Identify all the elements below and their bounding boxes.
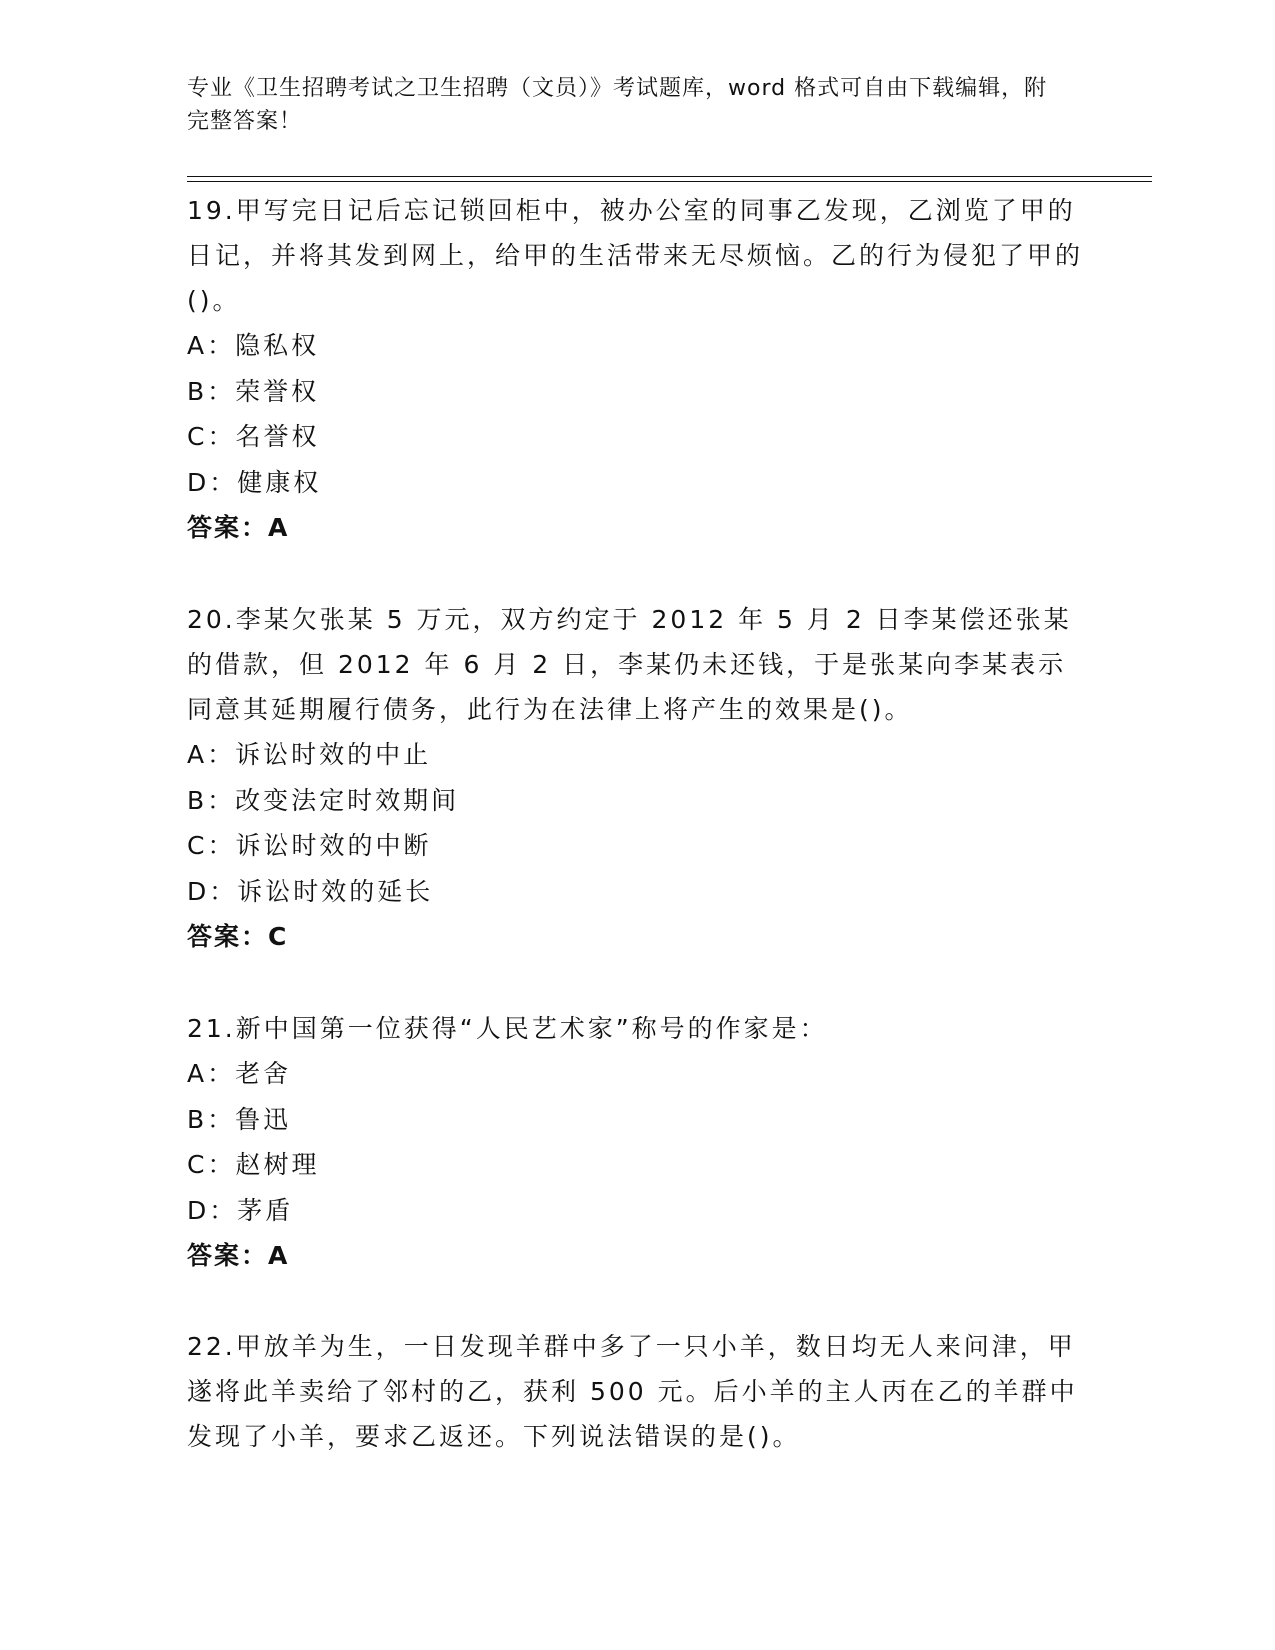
option-b: B：鲁迅 <box>187 1104 292 1134</box>
option-d: D：茅盾 <box>187 1195 294 1225</box>
document-header: 专业《卫生招聘考试之卫生招聘（文员）》考试题库，word 格式可自由下载编辑，附完整答案！ <box>187 76 1048 134</box>
option-d: D：健康权 <box>187 467 322 497</box>
question-20 <box>187 597 1087 959</box>
question-stem: 21.新中国第一位获得“人民艺术家”称号的作家是： <box>187 1014 828 1043</box>
header-divider-top <box>187 176 1152 177</box>
answer: 答案：A <box>187 1241 290 1270</box>
option-a: A：老舍 <box>187 1059 292 1088</box>
question-stem: 19.甲写完日记后忘记锁回柜中，被办公室的同事乙发现，乙浏览了甲的日记，并将其发到网上，给甲的生活带来无尽烦恼。乙的行为侵犯了甲的()。 <box>187 196 1084 315</box>
header-divider-bottom <box>187 181 1152 182</box>
question-19 <box>187 188 1087 550</box>
option-c: C：赵树理 <box>187 1150 320 1179</box>
option-c: C：诉讼时效的中断 <box>187 831 432 860</box>
option-d: D：诉讼时效的延长 <box>187 876 434 906</box>
answer: 答案：C <box>187 922 289 951</box>
option-a: A：诉讼时效的中止 <box>187 740 432 769</box>
question-21 <box>187 1006 1087 1278</box>
option-b: B：改变法定时效期间 <box>187 785 460 815</box>
option-c: C：名誉权 <box>187 422 320 451</box>
answer: 答案：A <box>187 513 290 542</box>
option-a: A：隐私权 <box>187 331 320 360</box>
option-b: B：荣誉权 <box>187 376 320 406</box>
question-stem: 20.李某欠张某 5 万元，双方约定于 2012 年 5 月 2 日李某偿还张某的借款，但 2012 年 6 月 2 日，李某仍未还钱，于是张某向李某表示同意其延期履行债务，此行为在法律上将产生的效果是()。 <box>187 605 1072 724</box>
question-22 <box>187 1324 1087 1459</box>
question-stem: 22.甲放羊为生，一日发现羊群中多了一只小羊，数日均无人来问津，甲遂将此羊卖给了邻村的乙，获利 500 元。后小羊的主人丙在乙的羊群中发现了小羊，要求乙返还。下列说法错误的是()。 <box>187 1332 1078 1451</box>
